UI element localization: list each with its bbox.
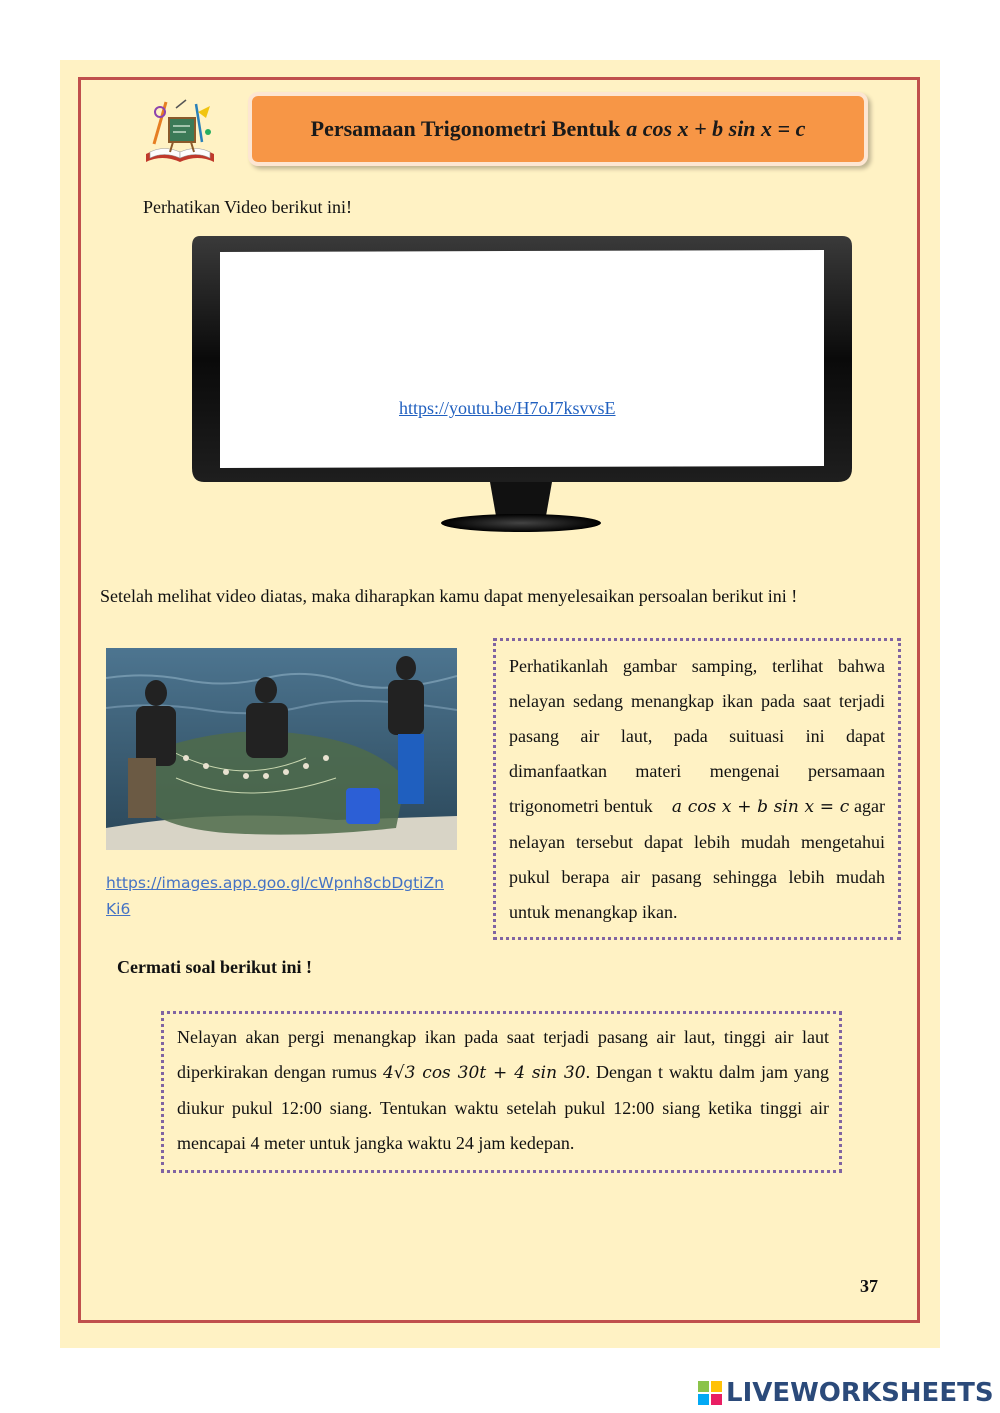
liveworksheets-logo-icon <box>698 1381 722 1405</box>
observation-text-before: Perhatikanlah gambar samping, terlihat bahwa nelayan sedang menangkap ikan pada saat terjadi pasang air laut, pada suituasi ini dapat dimanfaatkan materi mengenai persamaan trigonometri bentuk <box>509 656 885 816</box>
education-logo-icon <box>142 92 218 168</box>
page-title <box>248 92 868 166</box>
observation-text-after: agar nelayan tersebut dapat lebih mudah mengetahui pukul berapa air pasang sehingga lebih mudah untuk menangkap ikan. <box>509 796 886 922</box>
monitor-frame <box>190 236 852 536</box>
question-text-after: . Dengan t waktu dalm jam yang diukur pukul 12:00 siang. Tentukan waktu setelah pukul 12:00 siang ketika tinggi air mencapai 4 meter untuk jangka waktu 24 jam kedepan. <box>177 1062 829 1153</box>
instruction-text: Setelah melihat video diatas, maka diharapkan kamu dapat menyelesaikan persoalan berikut ini ! <box>100 586 798 606</box>
question-box <box>161 1011 842 1173</box>
video-link[interactable]: https://youtu.be/H7oJ7ksvvsE <box>399 398 616 418</box>
observation-formula: a cos x + b sin x = c <box>671 797 850 817</box>
fishermen-photo <box>106 648 457 850</box>
question-text-before: Nelayan akan pergi menangkap ikan pada saat terjadi pasang air laut, tinggi air laut diperkirakan dengan rumus <box>177 1027 829 1082</box>
title-formula: a cos x + b sin x = c <box>626 116 806 141</box>
observation-text <box>509 649 885 930</box>
title-text: Persamaan Trigonometri Bentuk <box>310 116 621 141</box>
observation-box <box>493 638 901 940</box>
page-number: 37 <box>860 1276 878 1296</box>
image-source-link[interactable]: https://images.app.goo.gl/cWpnh8cbDgtiZnKi6 <box>106 874 444 918</box>
video-intro-text: Perhatikan Video berikut ini! <box>143 197 353 217</box>
question-formula: 4√3 cos 30t + 4 sin 30 <box>382 1063 586 1083</box>
question-heading: Cermati soal berikut ini ! <box>117 957 312 977</box>
question-text <box>177 1020 829 1161</box>
brand-name: LIVEWORKSHEETS <box>726 1378 994 1408</box>
liveworksheets-brand[interactable] <box>698 1378 994 1408</box>
